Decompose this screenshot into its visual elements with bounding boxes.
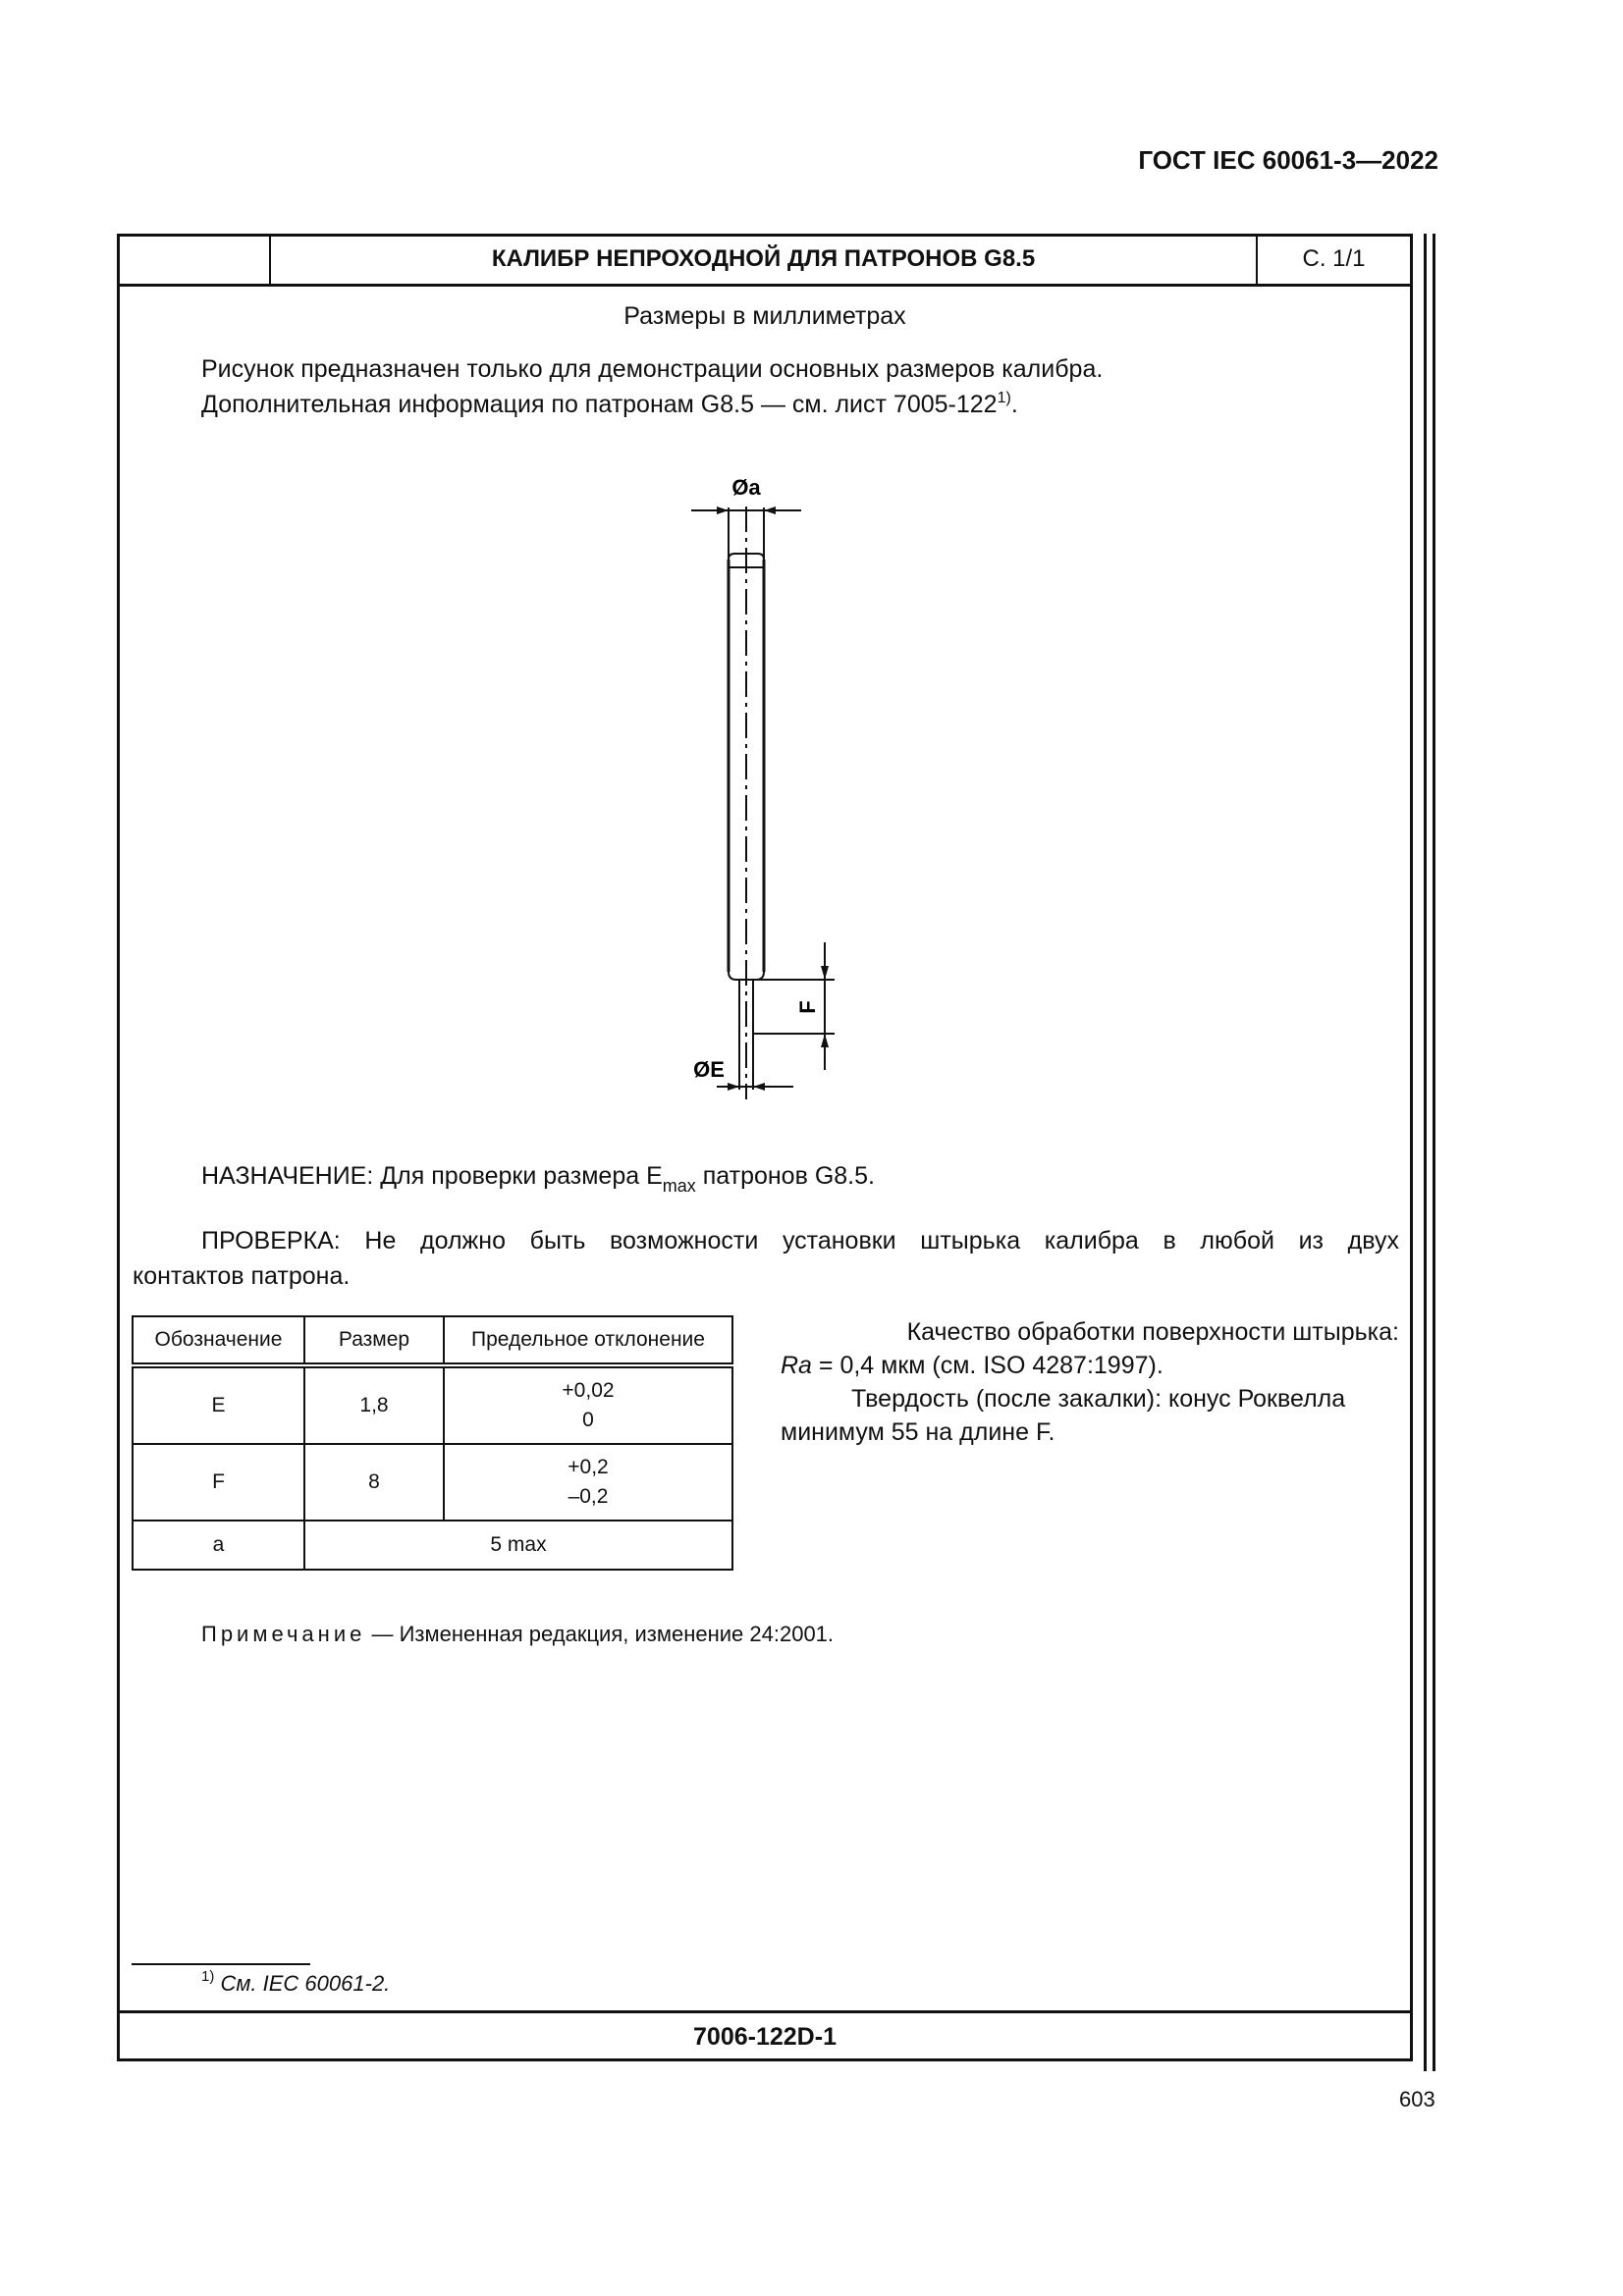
purpose-text	[201, 1158, 875, 1194]
finish-line-2	[781, 1349, 1399, 1382]
header-tolerance: Предельное отклонение	[444, 1316, 732, 1365]
label-F: F	[795, 1000, 820, 1014]
sheet-code: 7006-122D-1	[117, 2010, 1413, 2061]
page-number: 603	[1399, 2087, 1435, 2111]
label-diameter-E: ØE	[693, 1057, 725, 1082]
finish-line-4: минимум 55 на длине F.	[781, 1418, 1055, 1446]
intro-line-2	[201, 387, 1360, 422]
intro-line-2-end: .	[1010, 391, 1018, 418]
cell-size: 1,8	[304, 1365, 444, 1444]
frame-margin-line	[1424, 234, 1427, 2071]
note	[201, 1622, 834, 1647]
check-line-2: контактов патрона.	[133, 1262, 351, 1290]
header-symbol: Обозначение	[133, 1316, 304, 1365]
check-text	[133, 1223, 1399, 1294]
units-note: Размеры в миллиметрах	[623, 302, 906, 330]
document-header: ГОСТ IEC 60061-3—2022	[1138, 145, 1438, 175]
cell-size: 8	[304, 1444, 444, 1521]
frame-margin-line	[1433, 234, 1435, 2071]
cell-symbol: E	[133, 1365, 304, 1444]
title-cell-blank	[117, 234, 271, 284]
purpose-prefix: НАЗНАЧЕНИЕ: Для проверки размера E	[201, 1162, 663, 1190]
cell-value: 5 max	[304, 1521, 732, 1570]
finish-line-1: Качество обработки поверхности штырька:	[906, 1318, 1399, 1346]
arrow-head	[753, 1083, 765, 1091]
arrow-head	[717, 507, 729, 514]
title-row	[117, 234, 1413, 287]
footnote-text: См. IEC 60061-2.	[214, 1971, 391, 1996]
finish-line-2-rest: = 0,4 мкм (см. ISO 4287:1997).	[811, 1352, 1163, 1379]
intro-line-2-text: Дополнительная информация по патронам G8.5 — см. лист 7005-122	[201, 391, 998, 418]
tolerance-lower: –0,2	[568, 1485, 609, 1508]
header-size: Размер	[304, 1316, 444, 1365]
purpose-suffix: патронов G8.5.	[695, 1162, 875, 1190]
surface-finish-text	[781, 1315, 1399, 1449]
sheet-title: КАЛИБР НЕПРОХОДНОЙ ДЛЯ ПАТРОНОВ G8.5	[271, 234, 1258, 284]
label-diameter-a: Øa	[731, 475, 761, 500]
table-row	[133, 1365, 732, 1444]
footnote-divider	[132, 1963, 310, 1965]
arrow-head	[728, 1083, 739, 1091]
cell-symbol: a	[133, 1521, 304, 1570]
table-row	[133, 1521, 732, 1570]
arrow-head	[821, 966, 829, 980]
note-label: Примечание	[201, 1622, 366, 1646]
arrow-head	[764, 507, 776, 514]
sheet-page-number: С. 1/1	[1302, 244, 1366, 272]
note-text: — Измененная редакция, изменение 24:2001.	[365, 1622, 835, 1646]
footnote-mark: 1)	[201, 1968, 215, 1985]
check-line-1: ПРОВЕРКА: Не должно быть возможности установки штырька калибра в любой из двух	[201, 1227, 1399, 1255]
tolerance-upper: +0,02	[562, 1379, 615, 1402]
table-header-row	[133, 1316, 732, 1365]
roughness-symbol: Ra	[781, 1352, 812, 1379]
purpose-subscript: max	[662, 1176, 696, 1196]
footnote	[201, 1968, 391, 1997]
finish-line-3: Твердость (после закалки): конус Роквелла	[851, 1385, 1346, 1413]
dimensions-table	[132, 1315, 733, 1571]
gauge-pin-drawing	[677, 461, 874, 1109]
tolerance-upper: +0,2	[568, 1456, 609, 1478]
arrow-head	[821, 1034, 829, 1047]
cell-tolerance	[444, 1365, 732, 1444]
tolerance-lower: 0	[582, 1409, 594, 1431]
footnote-ref: 1)	[997, 390, 1011, 406]
cell-symbol: F	[133, 1444, 304, 1521]
intro-text	[201, 351, 1360, 422]
cell-tolerance	[444, 1444, 732, 1521]
intro-line-1: Рисунок предназначен только для демонстрации основных размеров калибра.	[201, 355, 1104, 383]
table-row	[133, 1444, 732, 1521]
